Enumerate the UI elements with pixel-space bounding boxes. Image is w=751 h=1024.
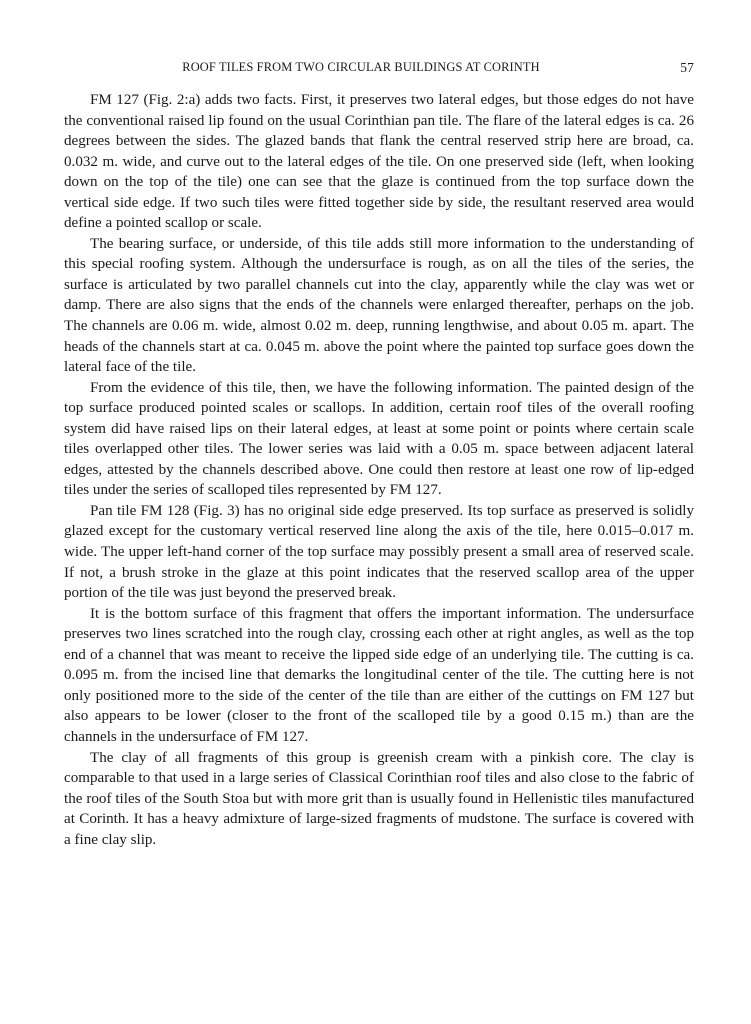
paragraph-evidence-summary: From the evidence of this tile, then, we have the following information. The painted design of the top surface produced pointed scales or scallops. In addition, certain roof tiles of the overall roofing system did have raised lips on their lateral edges, at least at some point or points where certain scale tiles overlapped other tiles. The lower series was laid with a 0.05 m. space between adjacent lateral edges, attested by the channels described above. One could then restore at least one row of lip-edged tiles under the series of scalloped tiles represented by FM 127. [64,379,694,499]
page [64,58,694,850]
paragraph-bearing-surface: The bearing surface, or underside, of this tile adds still more information to the understanding of this special roofing system. Although the undersurface is rough, as on all the tiles of the series, the surface is articulated by two parallel channels cut into the clay, apparently while the clay was wet or damp. There are also signs that the ends of the channels were enlarged thereafter, perhaps on the job. The channels are 0.06 m. wide, almost 0.02 m. deep, running lengthwise, and about 0.05 m. apart. The heads of the channels start at ca. 0.045 m. above the point where the painted top surface goes down the lateral face of the tile. [64,235,694,376]
paragraph-fm127-edges: FM 127 (Fig. 2:a) adds two facts. First, it preserves two lateral edges, but those edges do not have the conventional raised lip found on the usual Corinthian pan tile. The flare of the lateral edges is ca. 26 degrees between the sides. The glazed bands that flank the central reserved strip here are broad, ca. 0.032 m. wide, and curve out to the lateral edges of the tile. On one preserved side (left, when looking down on the top of the tile) one can see that the glaze is continued from the top surface down the vertical side edge. If two such tiles were fitted together side by side, the resultant reserved area would define a pointed scallop or scale. [64,92,694,232]
page-number: 57 [680,60,694,75]
paragraph-fm128: Pan tile FM 128 (Fig. 3) has no original side edge preserved. Its top surface as preserved is solidly glazed except for the customary vertical reserved line along the axis of the tile, here 0.015–0.017 m. wide. The upper left-hand corner of the top surface may possibly present a small area of reserved scale. If not, a brush stroke in the glaze at this point indicates that the reserved scallop area of the upper portion of the tile was just beyond the preserved break. [64,502,694,602]
running-head [64,58,694,80]
running-title: ROOF TILES FROM TWO CIRCULAR BUILDINGS AT CORINTH [182,60,540,74]
paragraph-clay-fabric: The clay of all fragments of this group is greenish cream with a pinkish core. The clay is comparable to that used in a large series of Classical Corinthian roof tiles and also close to the fabric of the roof tiles of the South Stoa but with more grit than is usually found in Hellenistic tiles manufactured at Corinth. It has a heavy admixture of large-sized fragments of mudstone. The surface is covered with a fine clay slip. [64,749,694,848]
paragraph-bottom-surface: It is the bottom surface of this fragment that offers the important information. The undersurface preserves two lines scratched into the rough clay, crossing each other at right angles, as well as the top end of a channel that was meant to receive the lipped side edge of an underlying tile. The cutting is ca. 0.095 m. from the incised line that demarks the longitudinal center of the tile. The cutting here is not only positioned more to the side of the center of the tile than are either of the cuttings on FM 127 but also appears to be lower (closer to the front of the scalloped tile by a good 0.15 m.) than are the channels in the undersurface of FM 127. [64,605,694,745]
body-text [64,90,694,850]
